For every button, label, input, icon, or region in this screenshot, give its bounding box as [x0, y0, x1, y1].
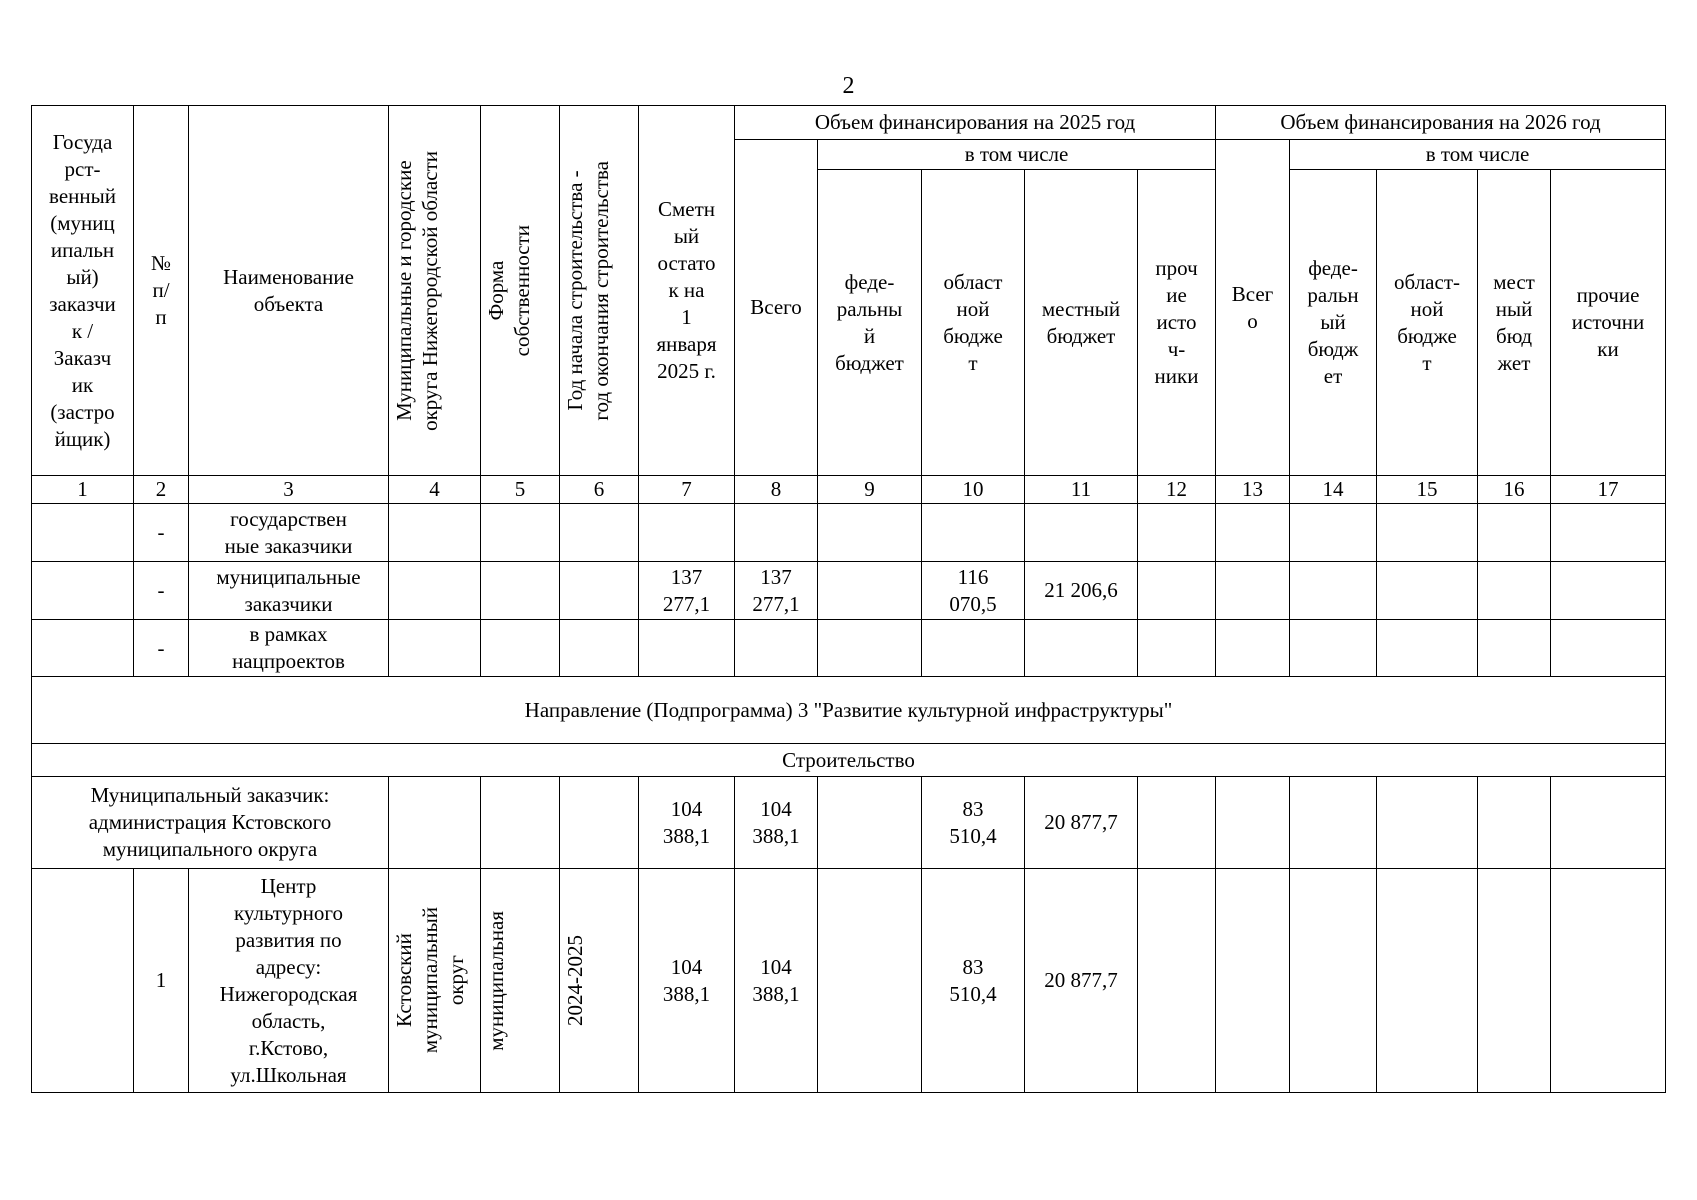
- table-cell: [1290, 562, 1377, 620]
- table-cell: [1290, 504, 1377, 562]
- total-2025-value: 104 388,1: [735, 777, 818, 869]
- object-ownership-form: муниципальная: [481, 869, 560, 1093]
- table-cell: [1216, 869, 1290, 1093]
- local-2025-value: 21 206,6: [1025, 562, 1138, 620]
- table-row: [32, 620, 1666, 677]
- header-number: № п/ п: [134, 106, 189, 476]
- table-cell: [1551, 504, 1666, 562]
- table-cell: [32, 620, 134, 677]
- estimate-balance-value: 104 388,1: [639, 777, 735, 869]
- header-other-2025: проч ие исто ч- ники: [1138, 170, 1216, 476]
- table-cell: [1216, 620, 1290, 677]
- subsection-title: Строительство: [32, 744, 1666, 777]
- row-dash: -: [134, 620, 189, 677]
- column-number: 4: [389, 476, 481, 504]
- table-cell: [32, 869, 134, 1093]
- table-cell: [1377, 777, 1478, 869]
- column-numbers-row: [32, 476, 1666, 504]
- row-dash: -: [134, 562, 189, 620]
- table-cell: [1478, 562, 1551, 620]
- table-cell: [1138, 620, 1216, 677]
- table-cell: [1377, 620, 1478, 677]
- column-number: 5: [481, 476, 560, 504]
- table-cell: [1138, 777, 1216, 869]
- table-cell: [1216, 562, 1290, 620]
- table-row: [32, 562, 1666, 620]
- table-cell: [818, 777, 922, 869]
- column-number: 8: [735, 476, 818, 504]
- row-dash: -: [134, 504, 189, 562]
- column-number: 9: [818, 476, 922, 504]
- table-cell: [560, 777, 639, 869]
- table-cell: [389, 620, 481, 677]
- section-title: Направление (Подпрограмма) 3 "Развитие культурной инфраструктуры": [32, 677, 1666, 744]
- header-local-2025: местный бюджет: [1025, 170, 1138, 476]
- table-cell: [560, 620, 639, 677]
- table-cell: [1290, 620, 1377, 677]
- column-number: 14: [1290, 476, 1377, 504]
- regional-2025-value: 83 510,4: [922, 869, 1025, 1093]
- table-cell: [1478, 869, 1551, 1093]
- table-cell: [1290, 869, 1377, 1093]
- header-other-2026: прочие источни ки: [1551, 170, 1666, 476]
- table-cell: [1377, 504, 1478, 562]
- table-cell: [389, 562, 481, 620]
- row-name: муниципальные заказчики: [189, 562, 389, 620]
- table-cell: [818, 620, 922, 677]
- column-number: 6: [560, 476, 639, 504]
- header-regional-2026: област- ной бюдже т: [1377, 170, 1478, 476]
- table-cell: [1551, 869, 1666, 1093]
- header-regional-2025: област ной бюдже т: [922, 170, 1025, 476]
- header-customer: Госуда рст- венный (муниц ипальн ый) заказчи к / Заказч ик (застро йщик): [32, 106, 134, 476]
- table-cell: [1551, 777, 1666, 869]
- table-cell: [560, 562, 639, 620]
- total-2025-value: 137 277,1: [735, 562, 818, 620]
- header-federal-2025: феде- ральны й бюджет: [818, 170, 922, 476]
- table-cell: [818, 562, 922, 620]
- estimate-balance-value: 137 277,1: [639, 562, 735, 620]
- table-cell: [818, 504, 922, 562]
- table-row: [32, 777, 1666, 869]
- table-cell: [1551, 562, 1666, 620]
- header-financing-2026: Объем финансирования на 2026 год: [1216, 106, 1666, 140]
- table-cell: [32, 504, 134, 562]
- header-including-2026: в том числе: [1290, 140, 1666, 170]
- table-cell: [1377, 562, 1478, 620]
- header-local-2026: мест ный бюд жет: [1478, 170, 1551, 476]
- object-construction-years: 2024-2025: [560, 869, 639, 1093]
- header-construction-years: Год начала строительства - год окончания строительства: [560, 106, 639, 476]
- estimate-balance-value: 104 388,1: [639, 869, 735, 1093]
- table-cell: [481, 777, 560, 869]
- table-cell: [389, 777, 481, 869]
- table-cell: [481, 562, 560, 620]
- table-cell: [560, 504, 639, 562]
- column-number: 10: [922, 476, 1025, 504]
- table-cell: [1138, 869, 1216, 1093]
- column-number: 15: [1377, 476, 1478, 504]
- header-financing-2025: Объем финансирования на 2025 год: [735, 106, 1216, 140]
- local-2025-value: 20 877,7: [1025, 777, 1138, 869]
- column-number: 12: [1138, 476, 1216, 504]
- table-cell: [1025, 620, 1138, 677]
- header-federal-2026: феде- ральн ый бюдж ет: [1290, 170, 1377, 476]
- table-cell: [1025, 504, 1138, 562]
- regional-2025-value: 83 510,4: [922, 777, 1025, 869]
- column-number: 7: [639, 476, 735, 504]
- object-number: 1: [134, 869, 189, 1093]
- table-cell: [1377, 869, 1478, 1093]
- financing-table: [31, 105, 1666, 1093]
- column-number: 13: [1216, 476, 1290, 504]
- table-cell: [1478, 620, 1551, 677]
- column-number: 1: [32, 476, 134, 504]
- regional-2025-value: 116 070,5: [922, 562, 1025, 620]
- table-cell: [922, 620, 1025, 677]
- table-cell: [481, 504, 560, 562]
- table-cell: [922, 504, 1025, 562]
- table-cell: [1138, 504, 1216, 562]
- row-name: государствен ные заказчики: [189, 504, 389, 562]
- header-okrug: Муниципальные и городские округа Нижегородской области: [389, 106, 481, 476]
- table-row: [32, 504, 1666, 562]
- header-ownership-form: Форма собственности: [481, 106, 560, 476]
- table-cell: [1216, 504, 1290, 562]
- table-cell: [1478, 504, 1551, 562]
- table-cell: [1478, 777, 1551, 869]
- local-2025-value: 20 877,7: [1025, 869, 1138, 1093]
- column-number: 3: [189, 476, 389, 504]
- table-cell: [735, 504, 818, 562]
- column-number: 2: [134, 476, 189, 504]
- header-including-2025: в том числе: [818, 140, 1216, 170]
- header-total-2025: Всего: [735, 140, 818, 476]
- table-cell: [1290, 777, 1377, 869]
- total-2025-value: 104 388,1: [735, 869, 818, 1093]
- table-cell: [639, 620, 735, 677]
- header-total-2026: Всег о: [1216, 140, 1290, 476]
- object-name: Центр культурного развития по адресу: Нижегородская область, г.Кстово, ул.Школьная: [189, 869, 389, 1093]
- table-cell: [818, 869, 922, 1093]
- table-cell: [639, 504, 735, 562]
- table-cell: [481, 620, 560, 677]
- header-object-name: Наименование объекта: [189, 106, 389, 476]
- customer-label: Муниципальный заказчик: администрация Кстовского муниципального округа: [32, 777, 389, 869]
- table-row: [32, 869, 1666, 1093]
- column-number: 17: [1551, 476, 1666, 504]
- table-cell: [1216, 777, 1290, 869]
- column-number: 11: [1025, 476, 1138, 504]
- table-cell: [1551, 620, 1666, 677]
- table-cell: [32, 562, 134, 620]
- object-okrug: Кстовский муниципальный округ: [389, 869, 481, 1093]
- column-number: 16: [1478, 476, 1551, 504]
- page-number: 2: [842, 73, 855, 99]
- header-estimate-balance: Сметн ый остато к на 1 января 2025 г.: [639, 106, 735, 476]
- row-name: в рамках нацпроектов: [189, 620, 389, 677]
- table-cell: [389, 504, 481, 562]
- table-cell: [735, 620, 818, 677]
- table-cell: [1138, 562, 1216, 620]
